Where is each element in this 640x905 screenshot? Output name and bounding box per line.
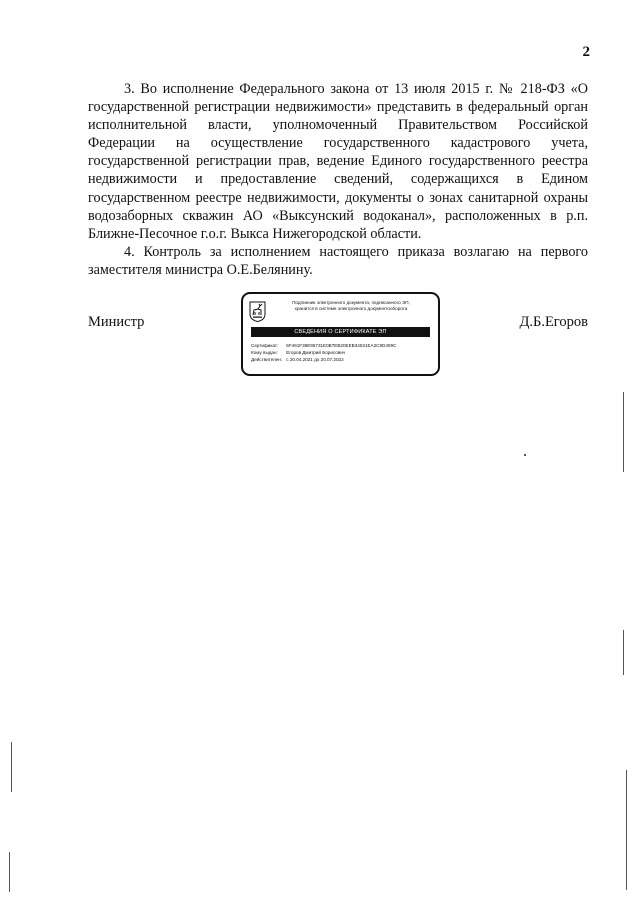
certificate-serial: 6F461F38E95731E0B7EB20EEB34531EA2C8D409C: [286, 343, 397, 348]
scan-edge-mark: [623, 392, 624, 472]
certificate-details: [251, 342, 433, 363]
stamp-note-line-2: хранится в системе электронного документооборота: [294, 306, 408, 312]
validity-label: Действителен:: [251, 357, 283, 362]
stamp-note: [271, 300, 431, 312]
paragraph-3: 3. Во исполнение Федерального закона от 13 июля 2015 г. № 218-ФЗ «О государственной регистрации недвижимости» представить в федеральный орган исполнительной власти, уполномоченный Правительством Российской Федерации на осуществление государственного кадастрового учета, государственной регистрации прав, ведение Единого государственного реестра недвижимости и предоставление сведений, содержащихся в Едином государственном реестре недвижимости, документы о зонах санитарной охраны водозаборных скважин АО «Выксунский водоканал», расположенных в р.п. Ближне-Песочное г.о.г. Выкса Нижегородской области.: [88, 81, 588, 242]
scan-edge-mark: [626, 770, 627, 890]
scan-edge-mark: [11, 742, 12, 792]
signer-title: Министр: [88, 314, 145, 330]
issued-to-value: Егоров Дмитрий Борисович: [286, 350, 346, 355]
scan-edge-mark: [623, 630, 624, 675]
signature-block: [88, 292, 588, 376]
signer-name: Д.Б.Егоров: [519, 314, 588, 330]
certificate-label: Сертификат:: [251, 343, 279, 348]
stamp-note-line-1: Подлинник электронного документа, подписанного ЭП,: [292, 300, 410, 305]
issued-to-row: [251, 349, 433, 356]
validity-row: [251, 356, 433, 363]
paragraph-4: 4. Контроль за исполнением настоящего приказа возлагаю на первого заместителя министра О.Е.Белянину.: [88, 243, 588, 278]
scan-edge-mark: [9, 852, 10, 892]
page-number: 2: [582, 44, 590, 60]
certificate-header: СВЕДЕНИЯ О СЕРТИФИКАТЕ ЭП: [251, 327, 430, 337]
certificate-row: [251, 342, 433, 349]
scan-speck: [524, 454, 526, 456]
document-body: [88, 80, 588, 279]
validity-value: с 20.04.2021 до 20.07.2022: [286, 357, 344, 362]
issued-to-label: Кому выдан:: [251, 350, 278, 355]
nizhny-novgorod-deer-emblem-icon: [249, 301, 266, 322]
electronic-signature-stamp: [241, 292, 440, 376]
